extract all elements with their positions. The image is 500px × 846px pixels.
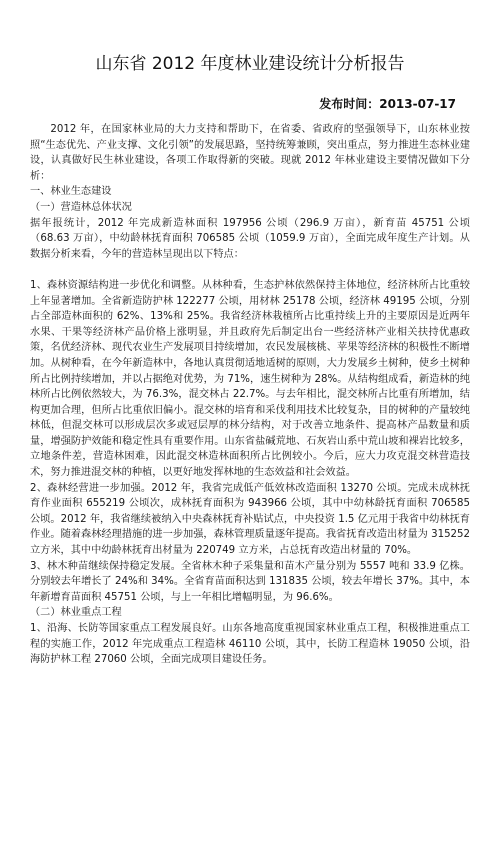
subsection-heading-key-projects: （二）林业重点工程 (30, 607, 122, 619)
paragraph-gap (30, 262, 470, 278)
article-body (30, 122, 470, 668)
paragraph-forest-structure: 1、森林资源结构进一步优化和调整。从林种看，生态护林依然保持主体地位，经济林所占比重较上年显著增加。全省新造防护林 122277 公顷，用材林 25178 公顷，经济林 49195 公顷，分别占全部造林面积的 62%、13%和 25%。我省经济林栽植所占比重持续上升的主要原因是近两年水果、干果等经济林产品价格上涨明显，并且政府先后制定出台一些经济林产业相关扶持优惠政策，名优经济林、现代农业生产发展项目持续增加，农民发展核桃、苹果等经济林的积极性不断增加。从树种看，在今年新造林中，各地认真贯彻适地适树的原则，大力发展乡土树种，使乡土树种所占比例持续增加，并以占据绝对优势，为 71%，速生树种为 28%。从结构组成看，新造林的纯林所占比例依然较大，为 76.3%，混交林占 22.7%。与去年相比，混交林所占比重有所增加，结构更加合理，但所占比重依旧偏小。混交林的培育和采伐利用技术比较复杂，目的树种的产量较纯林低，但混交林可以形成层次多或冠层厚的林分结构，对于改善立地条件、提高林产品数量和质量，增强防护效能和稳定性具有重要作用。山东省盐碱荒地、石灰岩山系中荒山坡和裸岩比较多，立地条件差，营造林困难，因此混交林造林面积所占比例较小。今后，应大力攻克混交林营造技术，努力推进混交林的种植，以更好地发挥林地的生态效益和社会效益。 (30, 279, 470, 479)
subsection-heading-overview: （一）营造林总体状况 (30, 201, 132, 213)
article-page (0, 53, 500, 846)
publish-date-label: 发布时间： (319, 97, 380, 111)
publish-date-value: 2013-07-17 (379, 97, 456, 111)
publish-date (30, 96, 470, 112)
paragraph-seedlings: 3、林木种苗继续保持稳定发展。全省林木种子采集量和苗木产量分别为 5557 吨和 33.9 亿株。分别较去年增长了 24%和 34%。全省育苗面积达到 131835 公顷，较去年增长 37%。其中，本年新增育苗面积 45751 公顷，与上一年相比增幅明显，为 96.6%。 (30, 560, 470, 603)
paragraph-forest-management: 2、森林经营进一步加强。2012 年，我省完成低产低效林改造面积 13270 公顷。完成未成林抚育作业面积 655219 公顷次，成林抚育面积为 943966 公顷，其中中幼林龄抚育面积 706585 公顷。2012 年，我省继续被纳入中央森林抚育补贴试点，中央投资 1.5 亿元用于我省中幼林抚育作业。随着森林经理措施的进一步加强，森林管理质量逐年提高。我省抚育改造出材量为 315252 立方米，其中中幼龄林抚育出材量为 220749 立方米，占总抚育改造出材量的 70%。 (30, 482, 470, 557)
paragraph-key-projects: 1、沿海、长防等国家重点工程发展良好。山东各地高度重视国家林业重点工程，积极推进重点工程的实施工作，2012 年完成重点工程造林 46110 公顷，其中，长防工程造林 19050 公顷，沿海防护林工程 27060 公顷，全面完成项目建设任务。 (30, 623, 470, 666)
article-title: 山东省 2012 年度林业建设统计分析报告 (95, 54, 405, 74)
section-heading-ecology: 一、林业生态建设 (30, 186, 112, 198)
paragraph-statistics: 据年报统计，2012 年完成新造林面积 197956 公顷（296.9 万亩），新育苗 45751 公顷（68.63 万亩），中幼龄林抚育面积 706585 公顷（1059.9 万亩），全面完成年度生产计划。从数据分析来看，今年的营造林呈现出以下特点： (30, 217, 470, 260)
intro-paragraph: 2012 年，在国家林业局的大力支持和帮助下，在省委、省政府的坚强领导下，山东林业按照“生态优先、产业支撑、文化引领”的发展思路，坚持统筹兼顾，突出重点，努力推进生态林业建设，认真做好民生林业建设，各项工作取得新的突破。现就 2012 年林业建设主要情况做如下分析： (30, 124, 470, 182)
